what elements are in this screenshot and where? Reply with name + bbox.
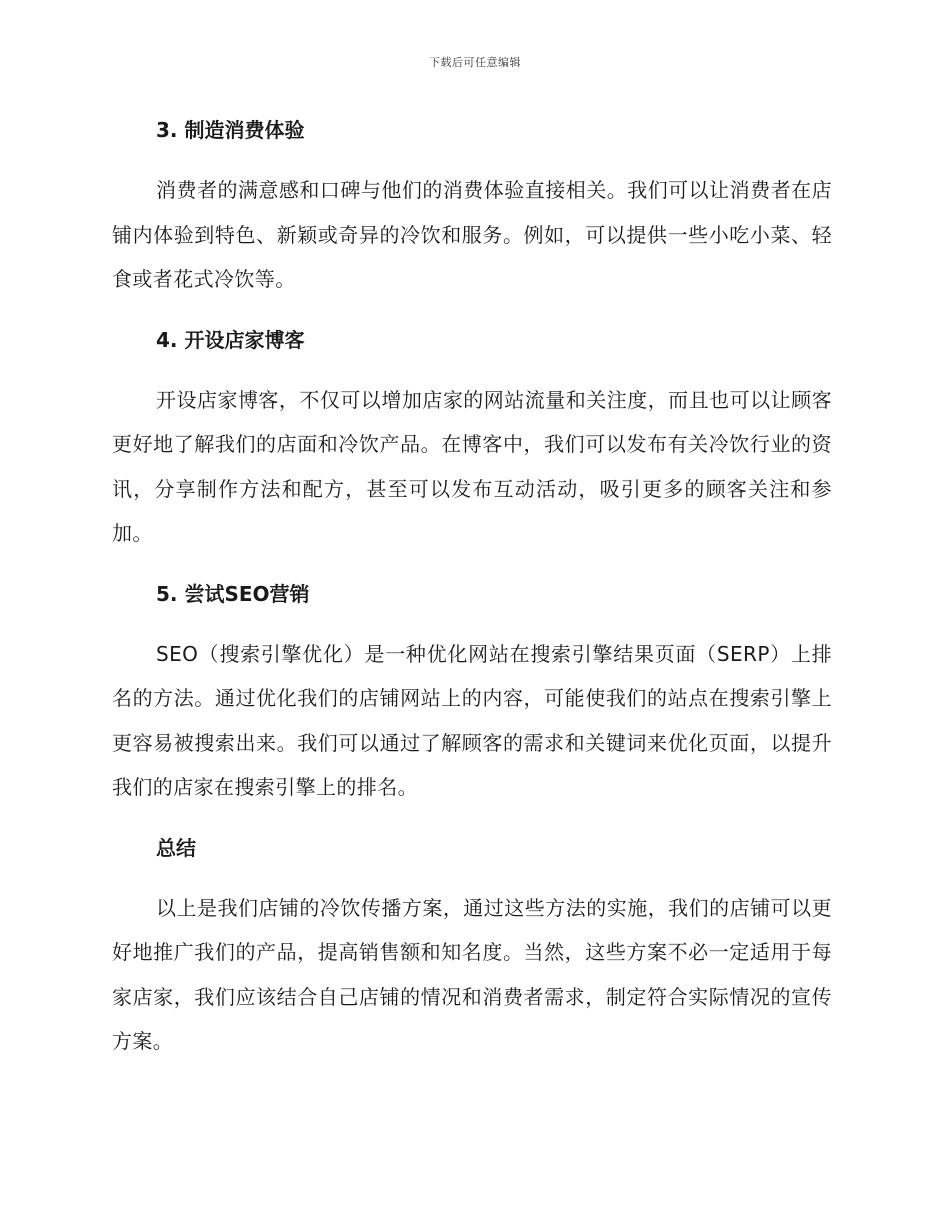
header-note: 下载后可任意编辑 xyxy=(429,56,521,69)
section-seo-marketing xyxy=(112,576,832,810)
section-heading: 4. 开设店家博客 xyxy=(156,327,305,352)
section-paragraph: 消费者的满意感和口碑与他们的消费体验直接相关。我们可以让消费者在店铺内体验到特色、新颖或奇异的冷饮和服务。例如，可以提供一些小吃小菜、轻食或者花式冷饮等。 xyxy=(112,178,832,291)
section-paragraph: 开设店家博客，不仅可以增加店家的网站流量和关注度，而且也可以让顾客更好地了解我们的店面和冷饮产品。在博客中，我们可以发布有关冷饮行业的资讯，分享制作方法和配方，甚至可以发布互动活动，吸引更多的顾客关注和参加。 xyxy=(112,387,832,545)
section-summary xyxy=(112,830,832,1064)
section-paragraph: SEO（搜索引擎优化）是一种优化网站在搜索引擎结果页面（SERP）上排名的方法。通过优化我们的店铺网站上的内容，可能使我们的站点在搜索引擎上更容易被搜索出来。我们可以通过了解顾客的需求和关键词来优化页面，以提升我们的店家在搜索引擎上的排名。 xyxy=(112,641,832,799)
section-store-blog xyxy=(112,322,832,556)
section-paragraph: 以上是我们店铺的冷饮传播方案，通过这些方法的实施，我们的店铺可以更好地推广我们的产品，提高销售额和知名度。当然，这些方案不必一定适用于每家店家，我们应该结合自己店铺的情况和消费者需求，制定符合实际情况的宣传方案。 xyxy=(112,895,832,1053)
section-heading: 3. 制造消费体验 xyxy=(156,118,305,142)
section-consumption-experience xyxy=(112,112,832,302)
section-heading: 5. 尝试SEO营销 xyxy=(156,581,310,606)
section-heading: 总结 xyxy=(156,835,196,860)
document-body xyxy=(112,112,832,1064)
